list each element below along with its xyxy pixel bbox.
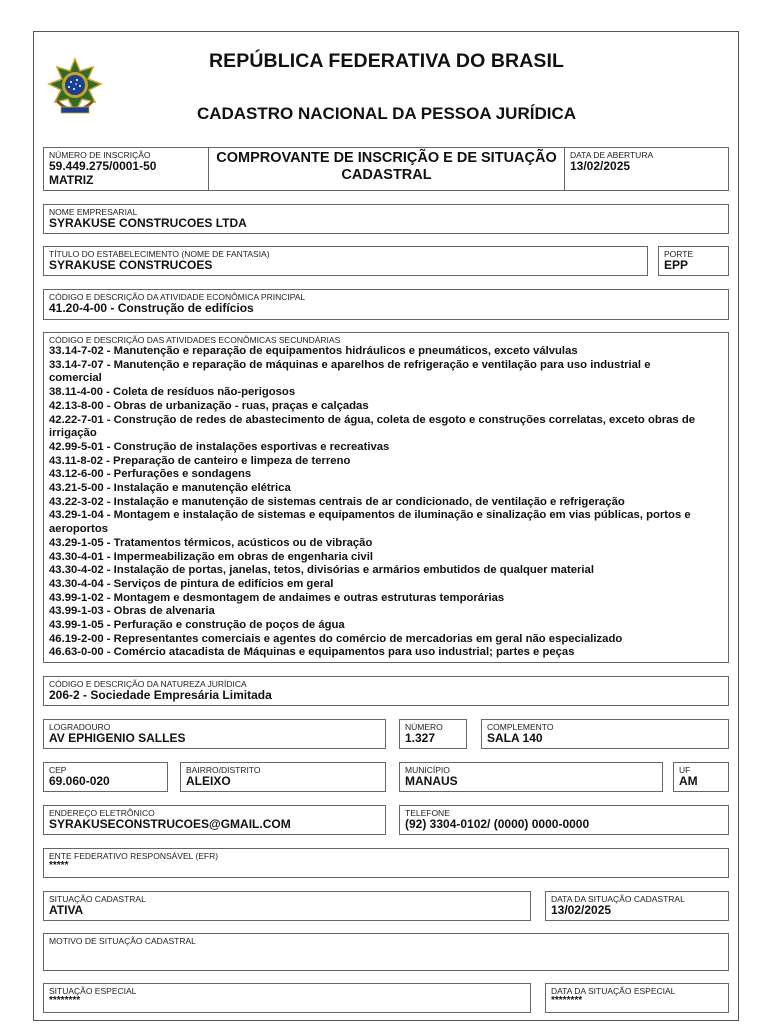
atividade-secundaria-item: 43.12-6-00 - Perfurações e sondagens xyxy=(49,468,252,481)
comprovante-line1: COMPROVANTE DE INSCRIÇÃO E DE SITUAÇÃO xyxy=(216,150,557,166)
atividade-secundaria-item: 43.99-1-02 - Montagem e desmontagem de andaimes e outras estruturas temporárias xyxy=(49,591,505,604)
natureza-juridica-value: 206-2 - Sociedade Empresária Limitada xyxy=(49,688,272,702)
logradouro-label: LOGRADOURO xyxy=(49,722,111,732)
atividade-secundaria-item: 43.29-1-04 - Montagem e instalação de sistemas e equipamentos de iluminação e sinalização em vias públicas, portos e xyxy=(49,509,691,522)
atividade-secundaria-item: 46.19-2-00 - Representantes comerciais e agentes do comércio de mercadorias em geral não especializado xyxy=(49,632,623,645)
abertura-value: 13/02/2025 xyxy=(570,159,631,173)
data-situacao-label: DATA DA SITUAÇÃO CADASTRAL xyxy=(551,894,685,904)
email-label: ENDEREÇO ELETRÔNICO xyxy=(49,808,155,818)
porte-value: EPP xyxy=(664,258,689,272)
cep-value: 69.060-020 xyxy=(49,774,110,788)
data-situacao-especial-box xyxy=(545,983,729,1013)
atividade-secundaria-item: comercial xyxy=(49,372,102,385)
fantasia-value: SYRAKUSE CONSTRUCOES xyxy=(49,258,213,272)
atividade-secundaria-item: 43.30-4-01 - Impermeabilização em obras de engenharia civil xyxy=(49,550,373,563)
inscricao-number: 59.449.275/0001-50 xyxy=(49,159,157,173)
atividade-secundaria-item: 43.21-5-00 - Instalação e manutenção elétrica xyxy=(49,482,291,495)
data-situacao-especial-label: DATA DA SITUAÇÃO ESPECIAL xyxy=(551,986,676,996)
bairro-box xyxy=(180,762,386,792)
fantasia-box xyxy=(43,246,648,276)
abertura-box xyxy=(564,147,729,191)
uf-value: AM xyxy=(679,774,698,788)
porte-label: PORTE xyxy=(664,249,694,259)
motivo-box xyxy=(43,933,729,971)
uf-box xyxy=(673,762,729,792)
natureza-juridica-box xyxy=(43,676,729,706)
situacao-especial-value: ******** xyxy=(49,995,81,1006)
numero-value: 1.327 xyxy=(405,731,436,745)
situacao-value: ATIVA xyxy=(49,903,84,917)
atividade-secundaria-item: 43.30-4-02 - Instalação de portas, janelas, tetos, divisórias e armários embutidos de qualquer material xyxy=(49,564,594,577)
comprovante-line2: CADASTRAL xyxy=(341,167,432,183)
telefone-value: (92) 3304-0102/ (0000) 0000-0000 xyxy=(405,817,590,831)
atividade-secundaria-item: 43.30-4-04 - Serviços de pintura de edifícios em geral xyxy=(49,577,334,590)
nome-empresarial-label: NOME EMPRESARIAL xyxy=(49,207,138,217)
atividades-secundarias-box xyxy=(43,332,729,663)
atividade-secundaria-item: 42.99-5-01 - Construção de instalações esportivas e recreativas xyxy=(49,440,390,453)
atividade-secundaria-item: irrigação xyxy=(49,427,97,440)
atividade-secundaria-item: 43.99-1-03 - Obras de alvenaria xyxy=(49,605,215,618)
uf-label: UF xyxy=(679,765,691,775)
efr-value: ***** xyxy=(49,860,69,871)
atividade-secundaria-item: 46.63-0-00 - Comércio atacadista de Máquinas e equipamentos para uso industrial; partes e peças xyxy=(49,646,575,659)
comprovante-box xyxy=(208,147,565,191)
fantasia-label: TÍTULO DO ESTABELECIMENTO (NOME DE FANTASIA) xyxy=(49,249,270,259)
email-value: SYRAKUSECONSTRUCOES@GMAIL.COM xyxy=(49,817,291,831)
numero-label: NÚMERO xyxy=(405,722,443,732)
numero-box xyxy=(399,719,467,749)
registry-title: CADASTRO NACIONAL DA PESSOA JURÍDICA xyxy=(196,104,577,123)
cep-box xyxy=(43,762,168,792)
inscricao-type: MATRIZ xyxy=(49,173,94,187)
atividade-secundaria-item: 38.11-4-00 - Coleta de resíduos não-perigosos xyxy=(49,386,296,399)
atividade-secundaria-item: 43.22-3-02 - Instalação e manutenção de sistemas centrais de ar condicionado, de ventilação e refrigeração xyxy=(49,495,625,508)
atividade-secundaria-item: 33.14-7-02 - Manutenção e reparação de equipamentos hidráulicos e pneumáticos, exceto válvulas xyxy=(49,345,578,357)
comprovante-title xyxy=(209,150,564,184)
atividade-principal-label: CÓDIGO E DESCRIÇÃO DA ATIVIDADE ECONÔMICA PRINCIPAL xyxy=(49,292,306,302)
atividade-secundaria-item: 42.22-7-01 - Construção de redes de abastecimento de água, coleta de esgoto e construções correlatas, exceto obras de xyxy=(49,413,696,426)
telefone-box xyxy=(399,805,729,835)
inscricao-box xyxy=(43,147,209,191)
logradouro-value: AV EPHIGENIO SALLES xyxy=(49,731,186,745)
bairro-value: ALEIXO xyxy=(186,774,231,788)
porte-box xyxy=(658,246,729,276)
data-situacao-especial-value: ******** xyxy=(551,995,583,1006)
telefone-label: TELEFONE xyxy=(405,808,450,818)
complemento-box xyxy=(481,719,729,749)
abertura-label: DATA DE ABERTURA xyxy=(570,150,654,160)
municipio-label: MUNICÍPIO xyxy=(405,765,450,775)
municipio-box xyxy=(399,762,663,792)
situacao-box xyxy=(43,891,531,921)
municipio-value: MANAUS xyxy=(405,774,458,788)
logradouro-box xyxy=(43,719,386,749)
atividade-secundaria-item: aeroportos xyxy=(49,523,109,536)
email-box xyxy=(43,805,386,835)
data-situacao-value: 13/02/2025 xyxy=(551,903,612,917)
natureza-juridica-label: CÓDIGO E DESCRIÇÃO DA NATUREZA JURÍDICA xyxy=(49,679,247,689)
atividade-secundaria-item: 43.99-1-05 - Perfuração e construção de poços de água xyxy=(49,619,345,632)
atividade-secundaria-item: 42.13-8-00 - Obras de urbanização - ruas, praças e calçadas xyxy=(49,399,369,412)
bairro-label: BAIRRO/DISTRITO xyxy=(186,765,261,775)
country-title: REPÚBLICA FEDERATIVA DO BRASIL xyxy=(208,50,565,72)
complemento-label: COMPLEMENTO xyxy=(487,722,554,732)
motivo-label: MOTIVO DE SITUAÇÃO CADASTRAL xyxy=(49,936,196,946)
nome-empresarial-box xyxy=(43,204,729,234)
situacao-especial-label: SITUAÇÃO ESPECIAL xyxy=(49,986,137,996)
atividade-principal-value: 41.20-4-00 - Construção de edifícios xyxy=(49,301,254,315)
situacao-label: SITUAÇÃO CADASTRAL xyxy=(49,894,146,904)
data-situacao-box xyxy=(545,891,729,921)
efr-label: ENTE FEDERATIVO RESPONSÁVEL (EFR) xyxy=(49,851,219,861)
situacao-especial-box xyxy=(43,983,531,1013)
atividade-secundaria-item: 43.11-8-02 - Preparação de canteiro e limpeza de terreno xyxy=(49,454,351,467)
atividade-principal-box xyxy=(43,289,729,320)
efr-box xyxy=(43,848,729,878)
inscricao-label: NÚMERO DE INSCRIÇÃO xyxy=(49,150,151,160)
cep-label: CEP xyxy=(49,765,67,775)
atividades-secundarias-label: CÓDIGO E DESCRIÇÃO DAS ATIVIDADES ECONÔMICAS SECUNDÁRIAS xyxy=(49,335,341,345)
atividade-secundaria-item: 33.14-7-07 - Manutenção e reparação de máquinas e aparelhos de refrigeração e ventilação para uso industrial e xyxy=(49,358,651,371)
complemento-value: SALA 140 xyxy=(487,731,543,745)
atividades-secundarias-list xyxy=(49,345,722,660)
atividade-secundaria-item: 43.29-1-05 - Tratamentos térmicos, acústicos ou de vibração xyxy=(49,536,373,549)
nome-empresarial-value: SYRAKUSE CONSTRUCOES LTDA xyxy=(49,216,247,230)
